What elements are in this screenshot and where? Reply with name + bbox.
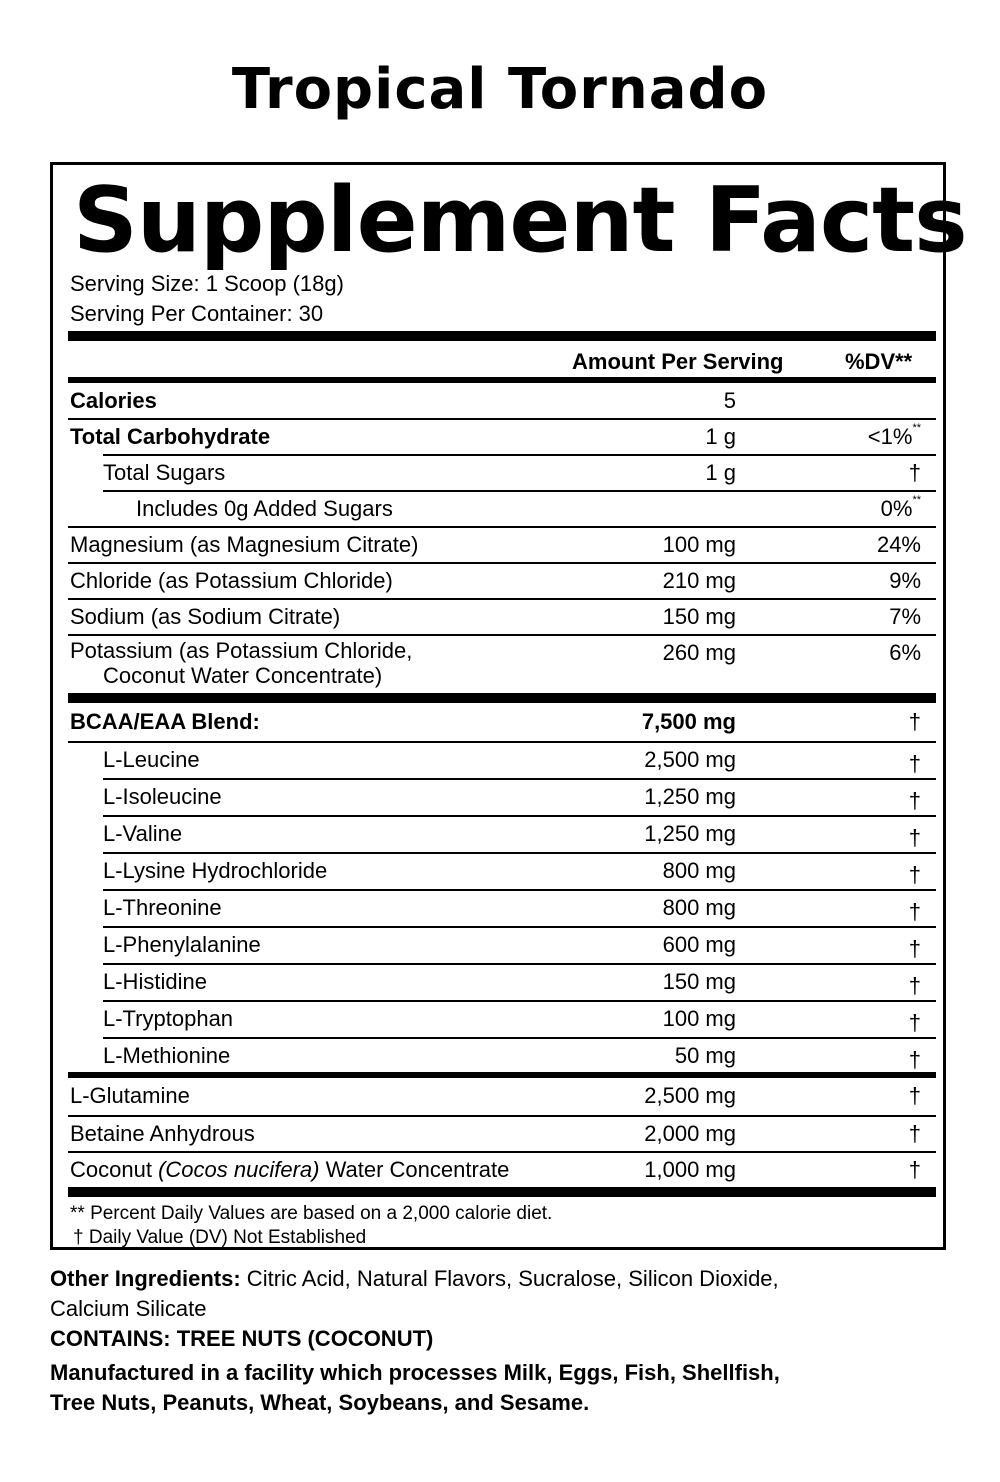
footnote-daily-values: ** Percent Daily Values are based on a 2,000 calorie diet. xyxy=(70,1203,553,1224)
nutrient-dv: 9% xyxy=(889,568,921,593)
allergen-statement-line1: Manufactured in a facility which processes Milk, Eggs, Fish, Shellfish, xyxy=(50,1360,780,1385)
ingredient-name: L-Lysine Hydrochloride xyxy=(103,858,328,883)
ingredient-name: L-Methionine xyxy=(103,1043,231,1068)
ingredient-amount: 150 mg xyxy=(662,969,736,994)
other-ingredients-line2: Calcium Silicate xyxy=(50,1296,207,1321)
thick-divider xyxy=(68,1187,936,1197)
ingredient-dv: † xyxy=(908,1083,921,1108)
blend-item-row xyxy=(70,928,936,962)
nutrient-name: Sodium (as Sodium Citrate) xyxy=(70,604,341,629)
nutrient-row-added-sugars xyxy=(70,492,936,526)
ingredient-amount: 2,500 mg xyxy=(644,1083,736,1108)
blend-item-row xyxy=(70,780,936,814)
ingredient-amount: 800 mg xyxy=(662,895,736,920)
ingredient-amount: 50 mg xyxy=(674,1043,736,1068)
nutrient-amount: 100 mg xyxy=(662,532,736,557)
ingredient-amount: 800 mg xyxy=(662,858,736,883)
ingredient-name: L-Valine xyxy=(103,821,183,846)
nutrient-row-calories xyxy=(70,384,936,418)
nutrient-dv: 0%** xyxy=(880,494,921,521)
thick-divider xyxy=(68,331,936,341)
nutrient-name: Total Sugars xyxy=(103,460,226,485)
nutrient-amount: 1 g xyxy=(705,424,736,449)
ingredient-dv: † xyxy=(908,973,921,998)
ingredient-name: L-Threonine xyxy=(103,895,222,920)
other-ingredients-text: Citric Acid, Natural Flavors, Sucralose, Silicon Dioxide, xyxy=(240,1266,779,1291)
ingredient-amount: 2,500 mg xyxy=(644,747,736,772)
ingredient-amount: 2,000 mg xyxy=(644,1121,736,1146)
blend-item-row xyxy=(70,817,936,851)
ingredient-dv: † xyxy=(908,1121,921,1146)
blend-item-row xyxy=(70,1002,936,1036)
nutrient-dv: <1%** xyxy=(867,422,921,449)
nutrient-row-magnesium xyxy=(70,528,936,562)
nutrient-amount: 150 mg xyxy=(662,604,736,629)
serving-size: Serving Size: 1 Scoop (18g) xyxy=(70,271,344,296)
other-ingredients-label: Other Ingredients: xyxy=(50,1266,241,1291)
ingredient-dv: † xyxy=(908,751,921,776)
medium-divider xyxy=(68,377,936,383)
header-amount: Amount Per Serving xyxy=(572,349,784,374)
allergen-statement-line2: Tree Nuts, Peanuts, Wheat, Soybeans, and Sesame. xyxy=(50,1390,590,1415)
ingredient-dv: † xyxy=(908,1157,921,1182)
blend-item-row xyxy=(70,891,936,925)
header-dv: %DV** xyxy=(845,349,913,374)
ingredient-amount: 1,250 mg xyxy=(644,821,736,846)
other-ingredients xyxy=(50,1264,950,1294)
nutrient-row-potassium xyxy=(70,636,936,692)
nutrient-row-total-sugars xyxy=(70,456,936,490)
blend-amount: 7,500 mg xyxy=(641,709,736,734)
ingredient-name: L-Isoleucine xyxy=(103,784,222,809)
blend-item-row xyxy=(70,854,936,888)
medium-divider xyxy=(68,1072,936,1078)
nutrient-amount: 210 mg xyxy=(662,568,736,593)
nutrient-dv: 7% xyxy=(889,604,921,629)
ingredient-row-betaine xyxy=(70,1117,936,1151)
blend-item-row xyxy=(70,743,936,777)
blend-name: BCAA/EAA Blend: xyxy=(70,709,260,734)
blend-item-row xyxy=(70,965,936,999)
ingredient-name: L-Glutamine xyxy=(70,1083,190,1108)
blend-item-row xyxy=(70,1039,936,1073)
ingredient-amount: 1,250 mg xyxy=(644,784,736,809)
nutrient-amount: 260 mg xyxy=(662,640,736,665)
ingredient-row-coconut xyxy=(70,1153,936,1187)
ingredient-dv: † xyxy=(908,936,921,961)
nutrient-dv: 6% xyxy=(889,640,921,665)
ingredient-row-glutamine xyxy=(70,1079,936,1113)
ingredient-dv: † xyxy=(908,862,921,887)
nutrient-dv: † xyxy=(908,460,921,485)
nutrient-name: Chloride (as Potassium Chloride) xyxy=(70,568,393,593)
nutrient-row-sodium xyxy=(70,600,936,634)
ingredient-dv: † xyxy=(908,788,921,813)
ingredient-name: L-Tryptophan xyxy=(103,1006,234,1031)
ingredient-dv: † xyxy=(908,899,921,924)
nutrient-row-chloride xyxy=(70,564,936,598)
ingredient-dv: † xyxy=(908,1010,921,1035)
nutrient-row-carbohydrate xyxy=(70,420,936,454)
contains-statement: CONTAINS: TREE NUTS (COCONUT) xyxy=(50,1326,434,1351)
nutrient-name-line2: Coconut Water Concentrate) xyxy=(103,663,383,688)
nutrient-amount: 1 g xyxy=(705,460,736,485)
ingredient-amount: 1,000 mg xyxy=(644,1157,736,1182)
thick-divider xyxy=(68,693,936,703)
ingredient-dv: † xyxy=(908,1047,921,1072)
panel-title: Supplement Facts xyxy=(73,168,967,273)
blend-dv: † xyxy=(908,709,921,734)
flavor-title: Tropical Tornado xyxy=(231,57,769,122)
ingredient-amount: 100 mg xyxy=(662,1006,736,1031)
servings-per-container: Serving Per Container: 30 xyxy=(70,301,324,326)
blend-row xyxy=(70,705,936,739)
nutrient-name: Magnesium (as Magnesium Citrate) xyxy=(70,532,419,557)
nutrient-name: Potassium (as Potassium Chloride, xyxy=(70,638,413,663)
nutrient-amount: 5 xyxy=(723,388,736,413)
supplement-facts-panel xyxy=(50,162,967,1250)
ingredient-name: L-Histidine xyxy=(103,969,207,994)
nutrient-name: Includes 0g Added Sugars xyxy=(136,496,393,521)
nutrient-name: Calories xyxy=(70,388,157,413)
ingredient-name: L-Leucine xyxy=(103,747,200,772)
ingredient-name: Betaine Anhydrous xyxy=(70,1121,255,1146)
nutrient-name: Total Carbohydrate xyxy=(70,424,271,449)
ingredient-name: L-Phenylalanine xyxy=(103,932,261,957)
nutrient-dv: 24% xyxy=(876,532,921,557)
ingredient-name: Coconut (Cocos nucifera) Water Concentrate xyxy=(70,1157,510,1182)
footnote-dagger: † Daily Value (DV) Not Established xyxy=(73,1227,367,1248)
ingredient-amount: 600 mg xyxy=(662,932,736,957)
ingredient-dv: † xyxy=(908,825,921,850)
